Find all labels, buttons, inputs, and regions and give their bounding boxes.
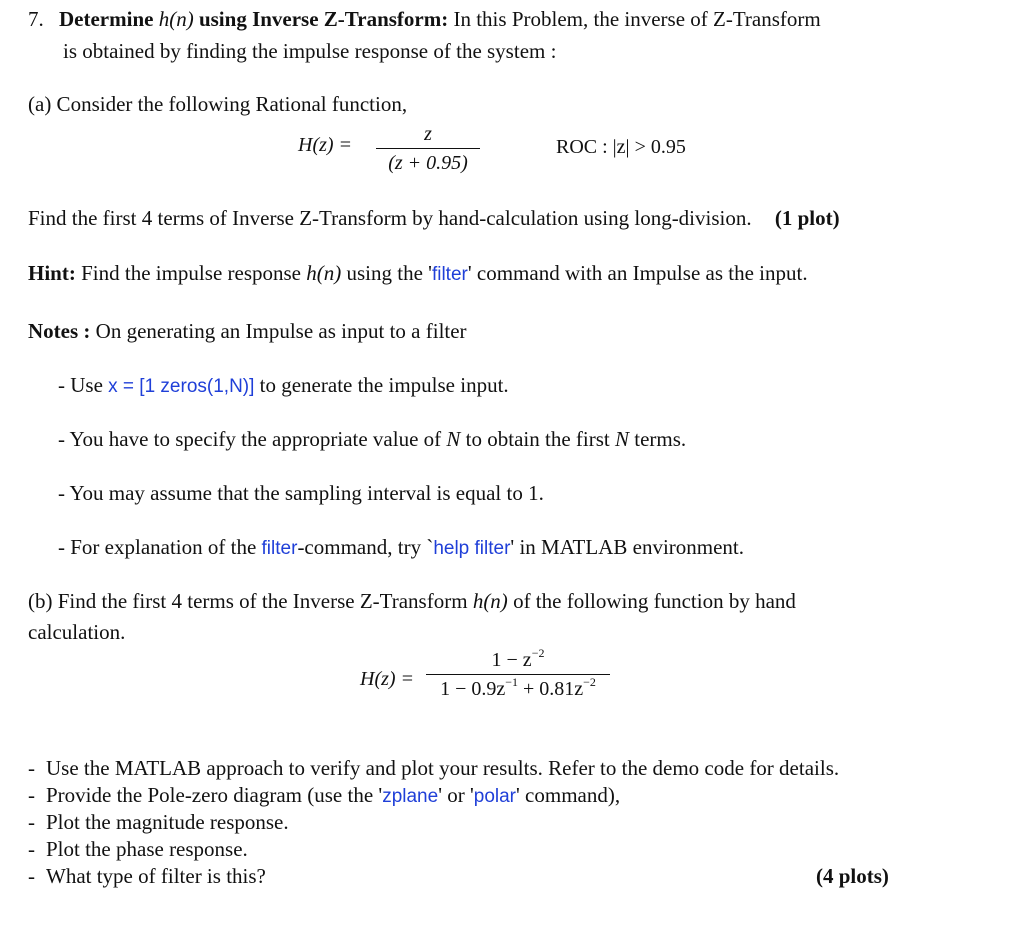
task-5: - What type of filter is this? [28, 864, 266, 888]
find-line [28, 205, 840, 231]
eq-b-denominator [426, 677, 610, 701]
eq-a-lhs: H(z) = [298, 134, 353, 156]
title-bold: Determine [59, 7, 154, 31]
title-hn: h(n) [158, 7, 194, 31]
task-2: - Provide the Pole-zero diagram (use the 'zplane' or 'polar' command), [28, 783, 621, 807]
eq-a-denominator: (z + 0.95) [388, 152, 468, 174]
eq-b-num-exp: −2 [531, 646, 545, 660]
notes-text: On generating an Impulse as input to a filter [95, 319, 467, 343]
note4-post: ' in MATLAB environment. [510, 535, 745, 559]
task-1: - Use the MATLAB approach to verify and plot your results. Refer to the demo code for details. [28, 756, 840, 780]
note-4 [58, 534, 744, 562]
hint-hn: h(n) [306, 261, 342, 285]
problem-number: 7. [28, 7, 44, 31]
eq-b-fraction [426, 648, 610, 701]
part-b-line2: calculation. [28, 620, 126, 644]
note4-code-help: help filter [433, 538, 511, 559]
hint-line [28, 260, 808, 288]
plot-count-a: (1 plot) [774, 206, 840, 230]
task-5-text: What type of filter is this? [46, 864, 266, 888]
task-2-post: ' command), [516, 783, 621, 807]
task-3: - Plot the magnitude response. [28, 810, 289, 834]
hint-label: Hint: [28, 261, 76, 285]
note1-code: x = [1 zeros(1,N)] [108, 376, 255, 397]
task-2-pre: Provide the Pole-zero diagram (use the ' [46, 783, 383, 807]
note-1 [58, 372, 509, 400]
task-4-text: Plot the phase response. [46, 837, 248, 861]
note2-mid: to obtain the first [465, 427, 610, 451]
problem-heading [28, 6, 821, 32]
note4-code-filter: filter [261, 538, 298, 559]
note4-mid: -command, try ` [297, 535, 434, 559]
part-a-label: (a) Consider the following Rational function, [28, 92, 408, 116]
hint-pre: Find the impulse response [81, 261, 301, 285]
notes-line [28, 318, 467, 344]
part-b-line1 [28, 588, 796, 614]
roc-text: ROC : |z| > 0.95 [556, 136, 686, 158]
intro-line2: is obtained by finding the impulse response of the system : [63, 39, 557, 63]
note-2 [58, 426, 686, 452]
eq-b-num-base: 1 − z [491, 649, 532, 671]
note-3: - You may assume that the sampling interval is equal to 1. [58, 481, 544, 505]
eq-a-fraction [376, 122, 480, 175]
notes-label: Notes : [28, 319, 91, 343]
task-2-code-zplane: zplane [382, 786, 439, 807]
hint-post: ' command with an Impulse as the input. [467, 261, 808, 285]
plot-count-b: (4 plots) [816, 864, 889, 888]
task-2-code-polar: polar [473, 786, 516, 807]
find-text: Find the first 4 terms of Inverse Z-Transform by hand-calculation using long-division. [28, 206, 752, 230]
eq-b-lhs: H(z) = [360, 668, 415, 690]
task-2-mid: ' or ' [438, 783, 474, 807]
eq-b-den-b: + 0.81z [523, 678, 584, 700]
note2-pre: - You have to specify the appropriate value of [58, 427, 442, 451]
hint-mid: using the ' [346, 261, 432, 285]
note4-pre: - For explanation of the [58, 535, 257, 559]
eq-a-numerator: z [424, 123, 432, 145]
title-rest: using Inverse Z-Transform: [198, 7, 449, 31]
eq-b-numerator [426, 648, 610, 672]
hint-code-filter: filter [431, 264, 468, 285]
part-b-text: (b) Find the first 4 terms of the Inverse Z-Transform [28, 589, 468, 613]
task-4: - Plot the phase response. [28, 837, 248, 861]
note1-pre: - Use [58, 373, 103, 397]
eq-b-den-a: 1 − 0.9z [440, 678, 506, 700]
part-b-text-post: of the following function by hand [513, 589, 796, 613]
task-1-text: Use the MATLAB approach to verify and plot your results. Refer to the demo code for details. [46, 756, 840, 780]
intro-line1: In this Problem, the inverse of Z-Transform [453, 7, 821, 31]
eq-b-den-a-exp: −1 [505, 675, 518, 689]
note2-post: terms. [634, 427, 687, 451]
eq-b-den-b-exp: −2 [583, 675, 596, 689]
note1-post: to generate the impulse input. [259, 373, 509, 397]
part-b-hn: h(n) [472, 589, 508, 613]
task-3-text: Plot the magnitude response. [46, 810, 289, 834]
fraction-bar [376, 148, 480, 149]
note2-n2: N [614, 427, 629, 451]
note2-n1: N [446, 427, 461, 451]
